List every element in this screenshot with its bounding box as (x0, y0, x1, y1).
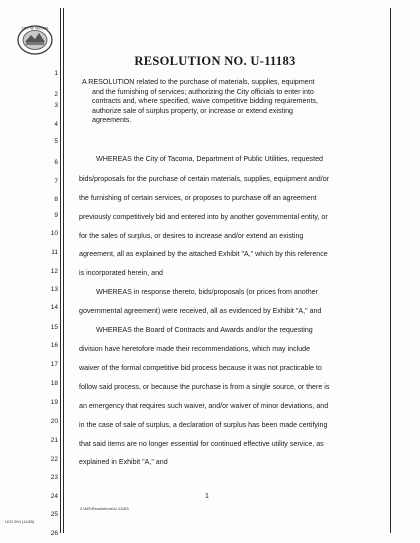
svg-text:CITY OF TACOMA: CITY OF TACOMA (21, 26, 49, 31)
resolution-intro (82, 78, 352, 126)
body-line: explained in Exhibit "A," and (79, 458, 168, 466)
line-number: 17 (50, 361, 58, 368)
footer-file-path: Z:\MS\Resolutions\U-11183 (80, 506, 129, 511)
body-line: follow said process, or because the purchase is from a single source, or there is (79, 383, 330, 391)
line-number: 11 (51, 249, 58, 256)
line-number: 9 (54, 212, 58, 219)
body-line: the furnishing of certain services, or proposes to purchase off an agreement (79, 194, 317, 202)
body-line: bids/proposals for the purchase of certain materials, supplies, equipment and/or (79, 175, 329, 183)
body-line: governmental agreement) were received, all as evidenced by Exhibit "A," and (79, 307, 322, 315)
intro-line: agreements. (92, 116, 132, 125)
intro-line: contracts and, where specified, waive competitive bidding requirements, (92, 97, 318, 106)
line-number: 6 (54, 159, 58, 166)
line-number: 26 (50, 530, 58, 537)
line-number: 18 (50, 380, 58, 387)
body-line: WHEREAS the City of Tacoma, Department of Public Utilities, requested (96, 155, 323, 163)
line-number: 15 (50, 324, 58, 331)
line-number: 19 (50, 399, 58, 406)
form-code: LEG 004 (11/89) (5, 519, 35, 524)
body-line: that said items are no longer essential for continued effective utility service, as (79, 440, 324, 448)
body-line: previously competitively bid and entered into by another governmental entity, or (79, 213, 328, 221)
line-number: 13 (50, 286, 58, 293)
line-number: 20 (50, 418, 58, 425)
body-line: waiver of the formal competitive bid process because it was not practicable to (79, 364, 322, 372)
line-number: 2 (54, 91, 58, 98)
line-number: 12 (50, 268, 58, 275)
body-line: is incorporated herein, and (79, 269, 163, 277)
body-line: in the case of sale of surplus, a declaration of surplus has been made certifying (79, 421, 328, 429)
line-number: 1 (54, 70, 58, 77)
page-number: 1 (205, 493, 209, 500)
line-number: 16 (50, 342, 58, 349)
line-number: 3 (54, 102, 58, 109)
body-line: WHEREAS in response thereto, bids/proposals (or prices from another (96, 288, 318, 296)
line-number: 22 (50, 456, 58, 463)
line-number: 14 (50, 304, 58, 311)
line-number: 25 (50, 511, 58, 518)
line-number: 10 (50, 230, 58, 237)
intro-line: authorize sale of surplus property, or increase or extend existing (92, 106, 293, 115)
body-line: an emergency that requires such waiver, and/or waiver of minor deviations, and (79, 402, 329, 410)
intro-line: and the furnishing of services; authorizing the City officials to enter into (92, 87, 314, 96)
intro-line: A RESOLUTION related to the purchase of materials, supplies, equipment (82, 78, 315, 86)
left-margin-rule-inner (63, 8, 64, 533)
line-number: 8 (54, 196, 58, 203)
line-number: 5 (54, 138, 58, 145)
body-line: agreement, all as explained by the attached Exhibit "A," which by this reference (79, 250, 328, 258)
body-line: WHEREAS the Board of Contracts and Awards and/or the requesting (96, 326, 313, 334)
resolution-title: RESOLUTION NO. U-11183 (134, 54, 296, 68)
body-line: for the sales of surplus, or desires to increase and/or extend an existing (79, 232, 304, 240)
line-number: 21 (50, 437, 58, 444)
line-number: 7 (54, 178, 58, 185)
left-margin-rule (60, 8, 61, 533)
body-line: division have heretofore made their recommendations, which may include (79, 345, 311, 353)
right-margin-rule (390, 8, 391, 533)
city-seal-logo (10, 20, 60, 60)
line-number: 23 (50, 474, 58, 481)
line-number: 4 (54, 121, 58, 128)
line-number: 24 (50, 493, 58, 500)
